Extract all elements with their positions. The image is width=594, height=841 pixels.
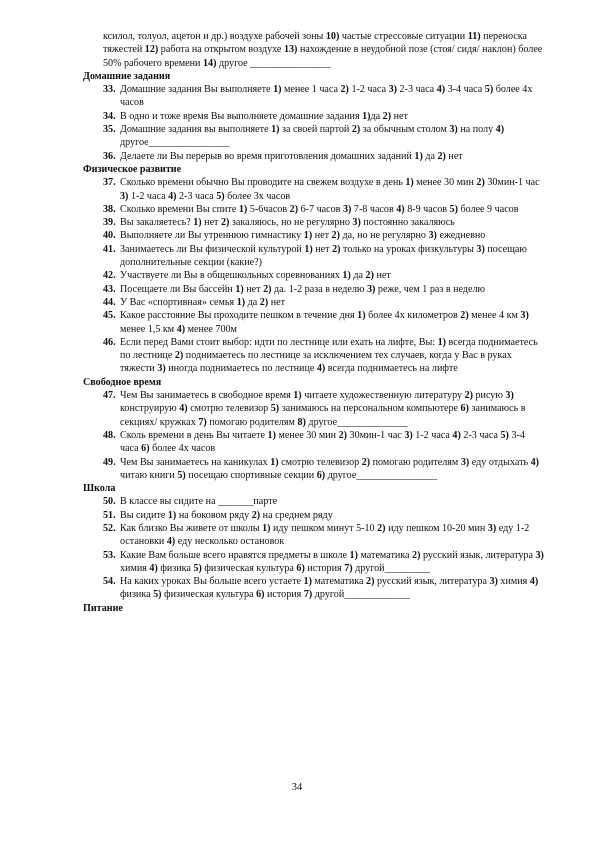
option-number: 3)	[449, 124, 458, 136]
option-number: 2)	[382, 110, 392, 122]
question-number: 51.	[103, 509, 116, 521]
option-number: 5)	[153, 589, 162, 601]
question-item	[83, 150, 545, 163]
option-number: 2)	[365, 270, 374, 282]
question-number: 43.	[103, 283, 116, 295]
option-number: 2)	[412, 549, 421, 561]
option-number: 2)	[289, 203, 299, 215]
option-number: 1)	[262, 522, 271, 534]
question-item	[83, 229, 545, 242]
option-number: 1)	[349, 549, 358, 561]
option-number: 2)	[460, 310, 469, 322]
option-number: 3)	[352, 217, 361, 229]
option-number: 6)	[316, 469, 326, 481]
question-text: Сколько времени обычно Вы проводите на свежем воздухе в день 1) менее 30 мин 2) 30мин-1 час 3) 1-2 часа 4) 2-3 часа 5) более 3х часов	[120, 177, 540, 202]
question-number: 39.	[103, 217, 116, 229]
question-text: Чем Вы занимаетесь на каникулах 1) смотрю телевизор 2) помогаю родителям 3) еду отдыхать 4) читаю книги 5) посещаю спортивные секции 6) другое________________	[120, 456, 540, 481]
option-number: 1)	[304, 243, 313, 255]
section-title: Питание	[83, 602, 123, 614]
option-number: 2)	[377, 522, 386, 534]
option-number: 2)	[437, 150, 446, 162]
option-number: 3)	[489, 576, 498, 588]
question-item	[83, 269, 545, 282]
option-number: 2)	[361, 456, 371, 468]
option-number: 3)	[157, 363, 166, 375]
sections-container	[83, 70, 545, 615]
question-text: В классе вы сидите на _______парте	[120, 496, 278, 508]
question-number: 40.	[103, 230, 116, 242]
option-number: 3)	[404, 429, 413, 441]
option-number: 7)	[303, 589, 313, 601]
page-number: 34	[291, 782, 303, 793]
question-text: В одно и тоже время Вы выполняете домашние задания 1)да 2) нет	[120, 110, 408, 122]
questionnaire-body	[83, 30, 545, 615]
question-item	[83, 389, 545, 429]
question-text: Домашние задания Вы выполняете 1) менее 1 часа 2) 1-2 часа 3) 2-3 часа 4) 3-4 часа 5) более 4х часов	[120, 84, 533, 109]
option-number: 5)	[500, 429, 509, 441]
option-number: 1)	[270, 456, 279, 468]
section-title: Домашние задания	[83, 70, 171, 82]
option-number: 1)	[414, 150, 423, 162]
option-number: 4)	[495, 124, 505, 136]
option-number: 4)	[149, 562, 158, 574]
section-title: Физическое развитие	[83, 163, 182, 175]
question-number: 54.	[103, 576, 116, 588]
question-text: Делаете ли Вы перерыв во время приготовления домашних заданий 1) да 2) нет	[120, 150, 463, 162]
option-number: 2)	[351, 124, 361, 136]
option-number: 5)	[177, 469, 186, 481]
option-number: 1)	[273, 84, 282, 96]
question-item	[83, 123, 545, 150]
question-number: 47.	[103, 390, 116, 402]
option-number: 3)	[487, 522, 497, 534]
question-item	[83, 216, 545, 229]
question-text: Чем Вы занимаетесь в свободное время 1) читаете художественную литературу 2) рисую 3) конструирую 4) смотрю телевизор 5) занимаюсь на персональном компьютере 6) занимаюсь в секциях/ кружках 7) помогаю родителям 8) другое______________	[120, 390, 526, 428]
option-number: 1)	[167, 509, 177, 521]
continuation-paragraph: ксилол, толуол, ацетон и др.) воздухе рабочей зоны 10) частые стрессовые ситуации 11) переноска тяжестей 12) работа на открытом воздухе 13) нахождение в неудобной позе (стоя/ сидя/ наклон) более 50% рабочего времени 14) другое ________________	[103, 31, 543, 69]
question-number: 45.	[103, 310, 116, 322]
question-item	[83, 456, 545, 483]
question-text: Вы сидите 1) на боковом ряду 2) на среднем ряду	[120, 509, 333, 521]
question-item	[83, 522, 545, 549]
question-number: 36.	[103, 150, 116, 162]
option-number: 10)	[325, 31, 340, 42]
question-number: 42.	[103, 270, 116, 282]
question-text: Как близко Вы живете от школы 1) иду пешком минут 5-10 2) иду пешком 10-20 мин 3) еду 1-2 остановки 4) еду несколько остановок	[120, 522, 530, 548]
option-number: 1)	[238, 203, 248, 215]
question-text: Если перед Вами стоит выбор: идти по лестнице или ехать на лифте, Вы: 1) всегда поднимаетесь по лестнице 2) поднимаетесь по лестнице за исключением тех случаев, когда у Вас в руках тяжести 3) иногда поднимаетесь по лестнице 4) всегда поднимаетесь на лифте	[120, 336, 538, 375]
option-number: 1)	[293, 390, 302, 402]
option-number: 1)	[271, 124, 280, 136]
option-number: 14)	[202, 57, 217, 69]
option-number: 3)	[342, 203, 352, 215]
question-item	[83, 83, 545, 110]
option-number: 2)	[338, 429, 347, 441]
option-number: 4)	[452, 429, 461, 441]
option-number: 4)	[396, 203, 405, 215]
option-number: 2)	[366, 576, 375, 588]
question-text: Вы закаляетесь? 1) нет 2) закаляюсь, но не регулярно 3) постоянно закаляюсь	[120, 217, 455, 229]
option-number: 2)	[332, 243, 341, 255]
question-item	[83, 336, 545, 376]
option-number: 1)	[235, 283, 244, 295]
option-number: 4)	[530, 456, 540, 468]
option-number: 4)	[316, 363, 326, 375]
option-number: 6)	[256, 589, 265, 601]
question-item	[83, 429, 545, 456]
option-number: 1)	[267, 429, 276, 441]
option-number: 2)	[464, 390, 473, 402]
question-text: Участвуете ли Вы в общешкольных соревнованиях 1) да 2) нет	[120, 270, 391, 282]
option-number: 7)	[344, 562, 353, 574]
option-number: 1)	[362, 110, 371, 122]
question-item	[83, 176, 545, 203]
question-item	[83, 549, 545, 576]
question-number: 33.	[103, 84, 116, 96]
option-number: 3)	[388, 84, 398, 96]
option-number: 3)	[460, 456, 470, 468]
question-item	[83, 283, 545, 296]
question-item	[83, 575, 545, 602]
question-number: 48.	[103, 429, 116, 441]
question-number: 49.	[103, 456, 116, 468]
option-number: 1)	[236, 296, 246, 308]
question-item	[83, 203, 545, 216]
question-text: Какое расстояние Вы проходите пешком в течение дня 1) более 4х километров 2) менее 4 км 3) менее 1,5 км 4) менее 700м	[120, 310, 529, 335]
option-number: 8)	[297, 416, 306, 428]
option-number: 2)	[476, 177, 485, 189]
option-number: 2)	[220, 217, 230, 229]
option-number: 5)	[270, 403, 280, 415]
question-text: Занимаетесь ли Вы физической культурой 1) нет 2) только на уроках физкультуры 3) посещаю дополнительные секции (какие?)	[120, 243, 527, 269]
question-number: 41.	[103, 243, 116, 255]
option-number: 2)	[340, 84, 349, 96]
question-item	[83, 309, 545, 336]
question-text: Какие Вам больше всего нравятся предметы в школе 1) математика 2) русский язык, литература 3) химия 4) физика 5) физическая культура 6) история 7) другой_________	[120, 549, 544, 574]
option-number: 11)	[467, 31, 481, 42]
question-text: Сколь времени в день Вы читаете 1) менее 30 мин 2) 30мин-1 час 3) 1-2 часа 4) 2-3 часа 5) 3-4 часа 6) более 4х часов	[120, 429, 525, 455]
option-number: 5)	[193, 562, 202, 574]
option-number: 5)	[216, 190, 225, 202]
question-text: Посещаете ли Вы бассейн 1) нет 2) да. 1-2 раза в неделю 3) реже, чем 1 раз в неделю	[120, 283, 486, 295]
option-number: 13)	[283, 44, 298, 56]
question-number: 53.	[103, 549, 116, 561]
option-number: 6)	[296, 562, 305, 574]
option-number: 3)	[120, 190, 129, 202]
option-number: 3)	[476, 243, 485, 255]
question-number: 44.	[103, 296, 116, 308]
question-number: 37.	[103, 177, 116, 189]
option-number: 2)	[251, 509, 261, 521]
option-number: 2)	[174, 350, 184, 362]
option-number: 2)	[259, 296, 269, 308]
option-number: 1)	[303, 230, 313, 242]
section-title: Школа	[83, 483, 116, 495]
option-number: 12)	[144, 44, 159, 56]
question-number: 34.	[103, 110, 116, 122]
option-number: 1)	[303, 576, 312, 588]
section-title: Свободное время	[83, 376, 162, 388]
option-number: 3)	[520, 310, 529, 322]
option-number: 3)	[366, 283, 376, 295]
option-number: 5)	[449, 203, 458, 215]
question-item	[83, 296, 545, 309]
option-number: 4)	[176, 323, 186, 335]
option-number: 3)	[505, 390, 514, 402]
question-number: 46.	[103, 336, 116, 348]
option-number: 4)	[166, 536, 176, 548]
option-number: 5)	[484, 84, 494, 96]
option-number: 2)	[263, 283, 272, 295]
question-text: Домашние задания вы выполняете 1) за своей партой 2) за обычным столом 3) на полу 4) другое________________	[120, 124, 505, 149]
option-number: 1)	[357, 310, 366, 322]
option-number: 2)	[331, 230, 340, 242]
question-number: 35.	[103, 124, 116, 136]
question-number: 50.	[103, 496, 116, 508]
option-number: 1)	[342, 270, 351, 282]
option-number: 6)	[460, 403, 469, 415]
option-number: 4)	[179, 403, 188, 415]
question-number: 52.	[103, 522, 116, 534]
option-number: 1)	[437, 336, 446, 348]
question-item	[83, 110, 545, 123]
question-number: 38.	[103, 203, 116, 215]
question-item	[83, 495, 545, 508]
option-number: 4)	[168, 190, 177, 202]
option-number: 3)	[428, 230, 437, 242]
question-item	[83, 243, 545, 270]
question-text: Выполняете ли Вы утреннюю гимнастику 1) нет 2) да, но не регулярно 3) ежедневно	[120, 230, 486, 242]
option-number: 1)	[405, 177, 414, 189]
option-number: 4)	[529, 576, 539, 588]
option-number: 6)	[141, 443, 150, 455]
option-number: 4)	[436, 84, 446, 96]
option-number: 1)	[193, 217, 202, 229]
question-text: У Вас «спортивная» семья 1) да 2) нет	[120, 296, 286, 308]
option-number: 7)	[198, 416, 207, 428]
question-item	[83, 509, 545, 522]
question-text: На каких уроках Вы больше всего устаете 1) математика 2) русский язык, литература 3) химия 4) физика 5) физическая культура 6) история 7) другой_____________	[120, 576, 539, 601]
question-text: Сколько времени Вы спите 1) 5-6часов 2) 6-7 часов 3) 7-8 часов 4) 8-9 часов 5) более 9 часов	[120, 203, 519, 215]
option-number: 3)	[535, 549, 544, 561]
